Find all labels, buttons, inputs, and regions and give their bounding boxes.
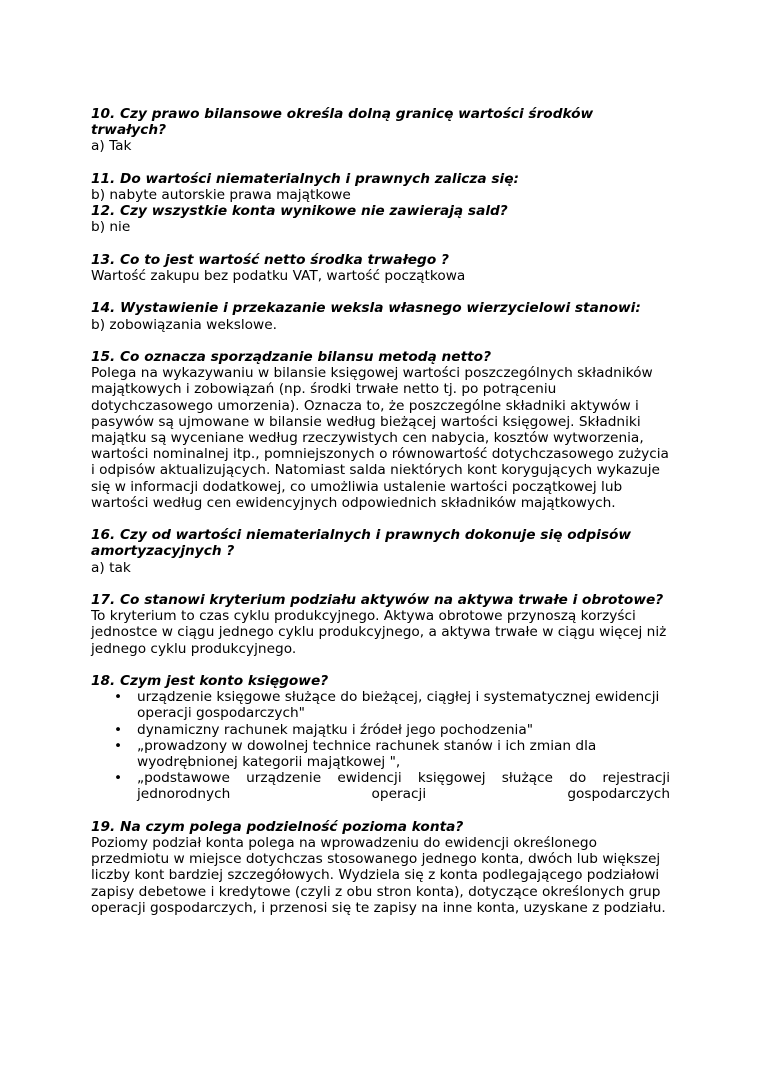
question-13: 13. Co to jest wartość netto środka trwałego ? <box>91 251 449 268</box>
list-item: • dynamiczny rachunek majątku i źródeł jego pochodzenia" <box>91 722 670 738</box>
answer-13: Wartość zakupu bez podatku VAT, wartość początkowa <box>91 268 466 284</box>
question-11: 11. Do wartości niematerialnych i prawnych zalicza się: <box>91 170 519 187</box>
list-item: • „prowadzony w dowolnej technice rachunek stanów i ich zmian dla wyodrębnionej kategorii majątkowej ", <box>91 738 670 770</box>
answer-12: b) nie <box>91 219 131 236</box>
answer-19: Poziomy podział konta polega na wprowadzeniu do ewidencji określonego przedmiotu w miejsce dotychczas stosowanego jednego konta, dwóch lub większej liczby kont bardziej szczegółowych. Wydziela się z konta podlegającego podziałowi zapisy debetowe i kredytowe (czyli z obu stron konta), dotyczące określonych grup operacji gospodarczych, i przenosi się te zapisy na inne konta, uzyskane z podziału. <box>91 835 666 916</box>
question-19: 19. Na czym polega podzielność pozioma konta? <box>91 818 464 835</box>
answer-15: Polega na wykazywaniu w bilansie księgowej wartości poszczególnych składników majątkowych i zobowiązań (np. środki trwałe netto tj. po potrąceniu dotychczasowego umorzenia). Oznacza to, że poszczególne składniki aktywów i pasywów są ujmowane w bilansie według bieżącej wartości księgowej. Składniki majątku są wyceniane według rzeczywistych cen nabycia, kosztów wytworzenia, wartości nominalnej itp., pomniejszonych o równowartość dotychczasowego zużycia i odpisów aktualizujących. Natomiast salda niektórych kont korygujących wykazuje się w informacji dodatkowej, co umożliwia ustalenie wartości początkowej lub wartości według cen ewidencyjnych odpowiednich składników majątkowych. <box>91 365 669 511</box>
question-14: 14. Wystawienie i przekazanie weksla własnego wierzycielowi stanowi: <box>91 300 641 317</box>
answer-16: a) tak <box>91 559 131 576</box>
list-item: • urządzenie księgowe służące do bieżącej, ciągłej i systematycznej ewidencji operacji gospodarczych" <box>91 689 670 721</box>
answer-10: a) Tak <box>91 138 132 155</box>
question-15: 15. Co oznacza sporządzanie bilansu metodą netto? <box>91 348 492 365</box>
question-17: 17. Co stanowi kryterium podziału aktywów na aktywa trwałe i obrotowe? <box>91 592 664 608</box>
answer-14: b) zobowiązania wekslowe. <box>91 316 277 333</box>
answer-18-list <box>91 689 670 802</box>
question-12: 12. Czy wszystkie konta wynikowe nie zawierają sald? <box>91 203 508 220</box>
list-item: • „podstawowe urządzenie ewidencji księgowej służące do rejestracji jednorodnych operacji gospodarczych <box>91 770 670 802</box>
answer-17: To kryterium to czas cyklu produkcyjnego. Aktywa obrotowe przynoszą korzyści jednostce w ciągu jednego cyklu produkcyjnego, a aktywa trwałe w ciągu więcej niż jednego cyklu produkcyjnego. <box>91 608 667 657</box>
question-10: 10. Czy prawo bilansowe określa dolną granicę wartości środków trwałych? <box>91 106 594 139</box>
question-18: 18. Czym jest konto księgowe? <box>91 673 329 689</box>
question-16: 16. Czy od wartości niematerialnych i prawnych dokonuje się odpisów amortyzacyjnych ? <box>91 527 632 560</box>
answer-11: b) nabyte autorskie prawa majątkowe <box>91 187 351 203</box>
